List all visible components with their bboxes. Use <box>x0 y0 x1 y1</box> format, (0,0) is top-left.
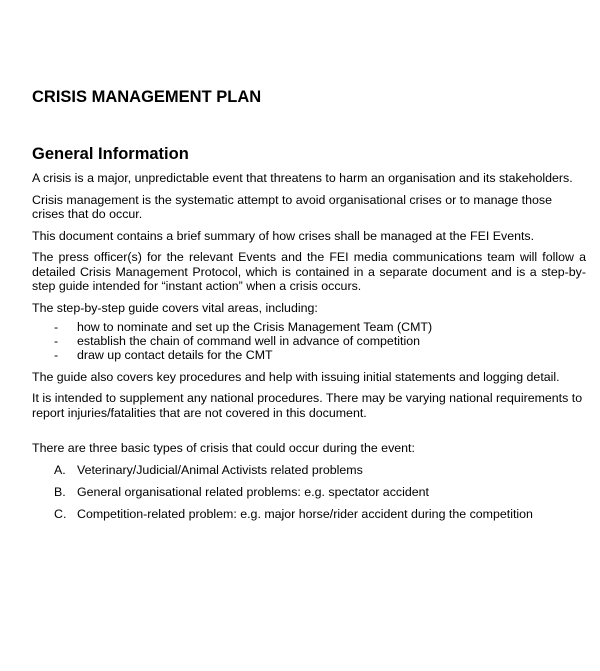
dash-bullet: - <box>54 348 59 363</box>
paragraph-guide-intro: The step-by-step guide covers vital areas, including: <box>32 300 318 315</box>
document-title: CRISIS MANAGEMENT PLAN <box>32 88 262 106</box>
vital-areas-list <box>32 320 586 363</box>
dash-bullet: - <box>54 320 59 334</box>
section-heading-general-information: General Information <box>32 145 189 163</box>
document-body <box>32 171 586 529</box>
list-item-text: draw up contact details for the CMT <box>77 348 273 363</box>
list-marker: A. <box>54 462 66 477</box>
list-item <box>32 507 586 522</box>
list-item <box>32 485 586 500</box>
list-item-text: establish the chain of command well in advance of competition <box>77 334 420 349</box>
paragraph-crisis-types-intro: There are three basic types of crisis that could occur during the event: <box>32 441 415 456</box>
paragraph-guide-procedures: The guide also covers key procedures and help with issuing initial statements and logging detail. <box>32 369 560 384</box>
list-item <box>32 348 586 362</box>
list-item <box>32 463 586 478</box>
list-item-text: how to nominate and set up the Crisis Management Team (CMT) <box>77 320 433 334</box>
paragraph-crisis-definition: A crisis is a major, unpredictable event that threatens to harm an organisation and its stakeholders. <box>32 171 573 185</box>
list-item-text: General organisational related problems: e.g. spectator accident <box>77 484 429 499</box>
paragraph-national-procedures: It is intended to supplement any national procedures. There may be varying national requirements to report injuries/fatalities that are not covered in this document. <box>32 391 583 420</box>
crisis-types-list <box>32 463 586 522</box>
list-item <box>32 334 586 348</box>
list-marker: B. <box>54 484 66 499</box>
list-item-text: Competition-related problem: e.g. major horse/rider accident during the competition <box>77 506 533 521</box>
list-marker: C. <box>54 506 67 521</box>
list-item-text: Veterinary/Judicial/Animal Activists related problems <box>77 462 363 477</box>
list-item <box>32 320 586 334</box>
paragraph-press-officer-protocol: The press officer(s) for the relevant Events and the FEI media communications team will follow a detailed Crisis Management Protocol, which is contained in a separate document and is a step-by-step guide intended for “instant action” when a crisis occurs. <box>32 250 586 293</box>
paragraph-document-summary: This document contains a brief summary of how crises shall be managed at the FEI Events. <box>32 228 535 243</box>
dash-bullet: - <box>54 334 59 349</box>
spacer <box>32 427 586 441</box>
paragraph-crisis-management-definition: Crisis management is the systematic attempt to avoid organisational crises or to manage those crises that do occur. <box>32 192 552 221</box>
